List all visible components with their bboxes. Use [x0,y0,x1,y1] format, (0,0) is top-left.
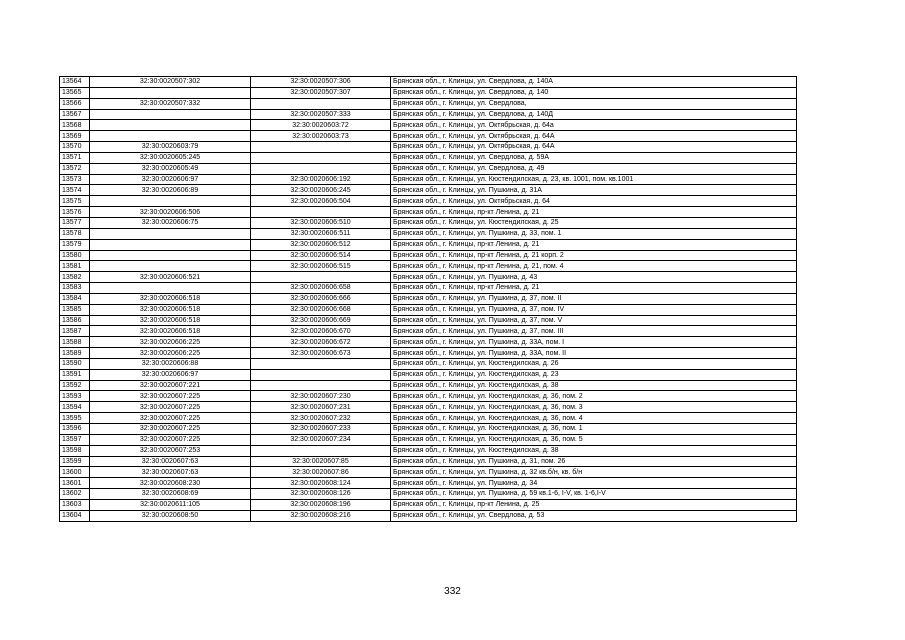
land-cadastral-number-cell: 32:30:0020607:225 [90,391,251,402]
building-cadastral-number-cell [251,163,391,174]
land-cadastral-number-cell: 32:30:0020606:225 [90,348,251,359]
land-cadastral-number-cell: 32:30:0020606:506 [90,207,251,218]
record-number-cell: 13571 [60,152,90,163]
building-cadastral-number-cell: 32:30:0020606:512 [251,239,391,250]
registry-table-body [60,77,797,522]
building-cadastral-number-cell: 32:30:0020606:510 [251,217,391,228]
address-cell: Брянская обл., г. Клинцы, ул. Кюстендилская, д. 38 [391,445,797,456]
address-cell: Брянская обл., г. Клинцы, ул. Свердлова, д. 140 [391,87,797,98]
building-cadastral-number-cell: 32:30:0020507:306 [251,77,391,88]
record-number-cell: 13572 [60,163,90,174]
land-cadastral-number-cell: 32:30:0020606:225 [90,337,251,348]
land-cadastral-number-cell [90,87,251,98]
building-cadastral-number-cell: 32:30:0020606:511 [251,228,391,239]
table-row [60,163,797,174]
building-cadastral-number-cell: 32:30:0020607:234 [251,434,391,445]
building-cadastral-number-cell: 32:30:0020507:307 [251,87,391,98]
table-row [60,348,797,359]
table-row [60,456,797,467]
building-cadastral-number-cell: 32:30:0020607:232 [251,413,391,424]
record-number-cell: 13577 [60,217,90,228]
address-cell: Брянская обл., г. Клинцы, пр-кт Ленина, д. 21, пом. 4 [391,261,797,272]
address-cell: Брянская обл., г. Клинцы, ул. Пушкина, д. 33, пом. 1 [391,228,797,239]
registry-table [59,76,797,522]
building-cadastral-number-cell [251,142,391,153]
building-cadastral-number-cell [251,358,391,369]
record-number-cell: 13569 [60,131,90,142]
table-row [60,510,797,521]
address-cell: Брянская обл., г. Клинцы, ул. Свердлова, д. 53 [391,510,797,521]
table-row [60,369,797,380]
land-cadastral-number-cell: 32:30:0020606:518 [90,315,251,326]
land-cadastral-number-cell: 32:30:0020607:225 [90,424,251,435]
building-cadastral-number-cell: 32:30:0020606:245 [251,185,391,196]
record-number-cell: 13590 [60,358,90,369]
record-number-cell: 13597 [60,434,90,445]
building-cadastral-number-cell: 32:30:0020606:658 [251,283,391,294]
table-row [60,489,797,500]
land-cadastral-number-cell: 32:30:0020507:332 [90,98,251,109]
table-row [60,239,797,250]
land-cadastral-number-cell: 32:30:0020607:225 [90,434,251,445]
building-cadastral-number-cell: 32:30:0020608:196 [251,499,391,510]
table-row [60,131,797,142]
table-row [60,228,797,239]
table-row [60,358,797,369]
address-cell: Брянская обл., г. Клинцы, ул. Пушкина, д. 34 [391,478,797,489]
address-cell: Брянская обл., г. Клинцы, ул. Кюстендилская, д. 36, пом. 1 [391,424,797,435]
building-cadastral-number-cell: 32:30:0020607:85 [251,456,391,467]
building-cadastral-number-cell [251,272,391,283]
land-cadastral-number-cell: 32:30:0020606:88 [90,358,251,369]
table-row [60,434,797,445]
address-cell: Брянская обл., г. Клинцы, ул. Октябрьская, д. 64а [391,120,797,131]
record-number-cell: 13568 [60,120,90,131]
table-row [60,337,797,348]
address-cell: Брянская обл., г. Клинцы, пр-кт Ленина, д. 25 [391,499,797,510]
table-row [60,424,797,435]
record-number-cell: 13580 [60,250,90,261]
table-row [60,413,797,424]
table-row [60,120,797,131]
land-cadastral-number-cell [90,131,251,142]
building-cadastral-number-cell: 32:30:0020606:504 [251,196,391,207]
record-number-cell: 13596 [60,424,90,435]
address-cell: Брянская обл., г. Клинцы, ул. Кюстендилская, д. 36, пом. 2 [391,391,797,402]
address-cell: Брянская обл., г. Клинцы, ул. Пушкина, д. 33А, пом. I [391,337,797,348]
land-cadastral-number-cell [90,120,251,131]
land-cadastral-number-cell [90,261,251,272]
table-row [60,272,797,283]
address-cell: Брянская обл., г. Клинцы, ул. Пушкина, д. 37, пом. III [391,326,797,337]
record-number-cell: 13600 [60,467,90,478]
address-cell: Брянская обл., г. Клинцы, ул. Кюстендилская, д. 36, пом. 3 [391,402,797,413]
address-cell: Брянская обл., г. Клинцы, ул. Кюстендилская, д. 36, пом. 5 [391,434,797,445]
address-cell: Брянская обл., г. Клинцы, ул. Пушкина, д. 43 [391,272,797,283]
table-row [60,293,797,304]
land-cadastral-number-cell: 32:30:0020606:518 [90,304,251,315]
building-cadastral-number-cell: 32:30:0020603:72 [251,120,391,131]
building-cadastral-number-cell: 32:30:0020606:192 [251,174,391,185]
address-cell: Брянская обл., г. Клинцы, ул. Свердлова, д. 59А [391,152,797,163]
record-number-cell: 13564 [60,77,90,88]
address-cell: Брянская обл., г. Клинцы, ул. Кюстендилская, д. 36, пом. 4 [391,413,797,424]
record-number-cell: 13584 [60,293,90,304]
building-cadastral-number-cell: 32:30:0020608:216 [251,510,391,521]
record-number-cell: 13573 [60,174,90,185]
table-row [60,380,797,391]
building-cadastral-number-cell: 32:30:0020606:515 [251,261,391,272]
building-cadastral-number-cell: 32:30:0020607:233 [251,424,391,435]
building-cadastral-number-cell: 32:30:0020606:668 [251,304,391,315]
land-cadastral-number-cell: 32:30:0020605:49 [90,163,251,174]
building-cadastral-number-cell: 32:30:0020507:333 [251,109,391,120]
land-cadastral-number-cell [90,250,251,261]
record-number-cell: 13578 [60,228,90,239]
table-row [60,261,797,272]
table-row [60,196,797,207]
address-cell: Брянская обл., г. Клинцы, ул. Кюстендилская, д. 23 [391,369,797,380]
land-cadastral-number-cell: 32:30:0020607:221 [90,380,251,391]
record-number-cell: 13603 [60,499,90,510]
record-number-cell: 13566 [60,98,90,109]
land-cadastral-number-cell: 32:30:0020606:521 [90,272,251,283]
land-cadastral-number-cell: 32:30:0020507:302 [90,77,251,88]
record-number-cell: 13602 [60,489,90,500]
table-row [60,174,797,185]
building-cadastral-number-cell: 32:30:0020606:666 [251,293,391,304]
land-cadastral-number-cell: 32:30:0020607:225 [90,413,251,424]
land-cadastral-number-cell: 32:30:0020607:63 [90,467,251,478]
table-row [60,391,797,402]
table-row [60,283,797,294]
land-cadastral-number-cell [90,109,251,120]
building-cadastral-number-cell [251,369,391,380]
building-cadastral-number-cell: 32:30:0020606:673 [251,348,391,359]
address-cell: Брянская обл., г. Клинцы, ул. Кюстендилская, д. 38 [391,380,797,391]
table-row [60,304,797,315]
land-cadastral-number-cell: 32:30:0020605:245 [90,152,251,163]
record-number-cell: 13594 [60,402,90,413]
table-row [60,87,797,98]
record-number-cell: 13575 [60,196,90,207]
land-cadastral-number-cell: 32:30:0020608:50 [90,510,251,521]
building-cadastral-number-cell [251,380,391,391]
building-cadastral-number-cell [251,152,391,163]
table-row [60,217,797,228]
land-cadastral-number-cell: 32:30:0020603:79 [90,142,251,153]
building-cadastral-number-cell: 32:30:0020606:514 [251,250,391,261]
land-cadastral-number-cell: 32:30:0020606:518 [90,326,251,337]
record-number-cell: 13583 [60,283,90,294]
record-number-cell: 13595 [60,413,90,424]
page-number: 332 [444,586,461,597]
address-cell: Брянская обл., г. Клинцы, ул. Кюстендилская, д. 26 [391,358,797,369]
record-number-cell: 13567 [60,109,90,120]
record-number-cell: 13570 [60,142,90,153]
building-cadastral-number-cell: 32:30:0020606:669 [251,315,391,326]
record-number-cell: 13604 [60,510,90,521]
building-cadastral-number-cell [251,98,391,109]
land-cadastral-number-cell: 32:30:0020611:105 [90,499,251,510]
table-row [60,250,797,261]
land-cadastral-number-cell: 32:30:0020606:97 [90,369,251,380]
table-row [60,445,797,456]
address-cell: Брянская обл., г. Клинцы, ул. Пушкина, д. 31А [391,185,797,196]
table-row [60,499,797,510]
building-cadastral-number-cell [251,207,391,218]
address-cell: Брянская обл., г. Клинцы, ул. Пушкина, д. 37, пом. II [391,293,797,304]
building-cadastral-number-cell: 32:30:0020607:86 [251,467,391,478]
record-number-cell: 13601 [60,478,90,489]
land-cadastral-number-cell [90,239,251,250]
record-number-cell: 13585 [60,304,90,315]
land-cadastral-number-cell: 32:30:0020606:75 [90,217,251,228]
table-row [60,185,797,196]
table-row [60,109,797,120]
land-cadastral-number-cell: 32:30:0020608:230 [90,478,251,489]
record-number-cell: 13599 [60,456,90,467]
record-number-cell: 13591 [60,369,90,380]
address-cell: Брянская обл., г. Клинцы, ул. Октябрьская, д. 64 [391,196,797,207]
record-number-cell: 13588 [60,337,90,348]
record-number-cell: 13582 [60,272,90,283]
table-row [60,326,797,337]
record-number-cell: 13574 [60,185,90,196]
address-cell: Брянская обл., г. Клинцы, пр-кт Ленина, д. 21 [391,207,797,218]
address-cell: Брянская обл., г. Клинцы, ул. Свердлова, [391,98,797,109]
building-cadastral-number-cell: 32:30:0020603:73 [251,131,391,142]
record-number-cell: 13592 [60,380,90,391]
record-number-cell: 13589 [60,348,90,359]
record-number-cell: 13587 [60,326,90,337]
land-cadastral-number-cell: 32:30:0020607:253 [90,445,251,456]
address-cell: Брянская обл., г. Клинцы, ул. Пушкина, д. 37, пом. V [391,315,797,326]
record-number-cell: 13565 [60,87,90,98]
table-row [60,98,797,109]
building-cadastral-number-cell: 32:30:0020606:670 [251,326,391,337]
address-cell: Брянская обл., г. Клинцы, ул. Пушкина, д. 59 кв.1-6, I-V, кв. 1-6,I-V [391,489,797,500]
land-cadastral-number-cell: 32:30:0020607:63 [90,456,251,467]
building-cadastral-number-cell: 32:30:0020608:126 [251,489,391,500]
address-cell: Брянская обл., г. Клинцы, ул. Кюстендилская, д. 25 [391,217,797,228]
building-cadastral-number-cell: 32:30:0020607:230 [251,391,391,402]
address-cell: Брянская обл., г. Клинцы, ул. Свердлова, д. 140А [391,77,797,88]
land-cadastral-number-cell [90,228,251,239]
building-cadastral-number-cell: 32:30:0020606:672 [251,337,391,348]
table-row [60,207,797,218]
table-row [60,152,797,163]
address-cell: Брянская обл., г. Клинцы, ул. Свердлова, д. 49 [391,163,797,174]
land-cadastral-number-cell: 32:30:0020606:89 [90,185,251,196]
address-cell: Брянская обл., г. Клинцы, пр-кт Ленина, д. 21 корп. 2 [391,250,797,261]
record-number-cell: 13581 [60,261,90,272]
table-row [60,77,797,88]
record-number-cell: 13579 [60,239,90,250]
table-row [60,142,797,153]
address-cell: Брянская обл., г. Клинцы, ул. Пушкина, д. 37, пом. IV [391,304,797,315]
table-row [60,478,797,489]
address-cell: Брянская обл., г. Клинцы, ул. Свердлова, д. 140Д [391,109,797,120]
address-cell: Брянская обл., г. Клинцы, ул. Кюстендилская, д. 23, кв. 1001, пом. кв.1001 [391,174,797,185]
address-cell: Брянская обл., г. Клинцы, ул. Октябрьская, д. 64А [391,142,797,153]
land-cadastral-number-cell: 32:30:0020608:69 [90,489,251,500]
land-cadastral-number-cell: 32:30:0020606:97 [90,174,251,185]
address-cell: Брянская обл., г. Клинцы, ул. Пушкина, д. 33А, пом. II [391,348,797,359]
address-cell: Брянская обл., г. Клинцы, ул. Пушкина, д. 32 кв.б/н, кв. б/н [391,467,797,478]
record-number-cell: 13593 [60,391,90,402]
land-cadastral-number-cell: 32:30:0020607:225 [90,402,251,413]
building-cadastral-number-cell: 32:30:0020608:124 [251,478,391,489]
building-cadastral-number-cell: 32:30:0020607:231 [251,402,391,413]
address-cell: Брянская обл., г. Клинцы, ул. Пушкина, д. 31, пом. 26 [391,456,797,467]
address-cell: Брянская обл., г. Клинцы, пр-кт Ленина, д. 21 [391,239,797,250]
record-number-cell: 13586 [60,315,90,326]
land-cadastral-number-cell: 32:30:0020606:518 [90,293,251,304]
table-row [60,315,797,326]
record-number-cell: 13598 [60,445,90,456]
land-cadastral-number-cell [90,196,251,207]
table-row [60,467,797,478]
land-cadastral-number-cell [90,283,251,294]
address-cell: Брянская обл., г. Клинцы, пр-кт Ленина, д. 21 [391,283,797,294]
address-cell: Брянская обл., г. Клинцы, ул. Октябрьская, д. 64А [391,131,797,142]
building-cadastral-number-cell [251,445,391,456]
record-number-cell: 13576 [60,207,90,218]
table-row [60,402,797,413]
